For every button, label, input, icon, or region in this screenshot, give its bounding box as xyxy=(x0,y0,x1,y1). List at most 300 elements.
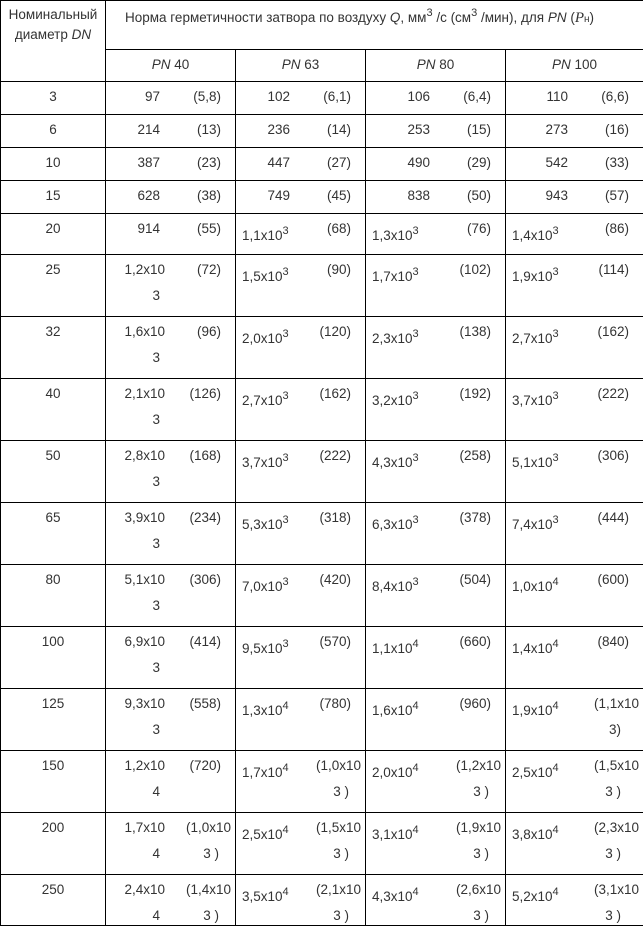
value-cell xyxy=(506,503,643,565)
value-cell xyxy=(106,82,236,115)
value-cell xyxy=(106,115,236,148)
exponent-wrap: 3 xyxy=(152,288,160,303)
table-row xyxy=(1,214,643,255)
value-cell xyxy=(366,214,506,255)
leak-value-alt: (318) xyxy=(319,510,351,525)
table-row xyxy=(1,148,643,181)
mantissa: 3,2x10 xyxy=(372,393,413,408)
leak-value: 102 xyxy=(267,89,290,104)
mantissa: 2,5x10 xyxy=(242,827,283,842)
value-cell xyxy=(506,255,643,317)
value-cell xyxy=(106,565,236,627)
leak-value-alt: (2,1x10 xyxy=(316,882,361,897)
leak-value-alt-wrap: 3 ) xyxy=(605,908,621,923)
value-cell xyxy=(236,441,366,503)
value-cell xyxy=(366,115,506,148)
leak-value-alt-wrap: 3 ) xyxy=(333,846,349,861)
exponent: 3 xyxy=(283,225,289,237)
mantissa: 1,0x10 xyxy=(512,579,553,594)
value-cell xyxy=(366,565,506,627)
value-cell xyxy=(236,689,366,751)
leak-value xyxy=(242,703,289,718)
leak-value-alt: (5,8) xyxy=(193,89,221,104)
exponent: 3 xyxy=(413,266,419,278)
leak-value-alt: (1,2x10 xyxy=(456,758,501,773)
leak-value: 214 xyxy=(137,122,160,137)
leak-value-alt: (192) xyxy=(459,386,491,401)
value-cell xyxy=(106,689,236,751)
mantissa: 6,9x10 xyxy=(124,634,165,649)
leak-value xyxy=(512,827,559,842)
leak-value xyxy=(242,228,289,243)
value-cell xyxy=(106,317,236,379)
leak-value-alt: (15) xyxy=(467,122,491,137)
value-cell xyxy=(506,82,643,115)
dn-label-line2: диаметр xyxy=(15,27,68,42)
dn-cell: 10 xyxy=(1,148,106,181)
leak-value: 749 xyxy=(267,188,290,203)
mantissa: 9,3x10 xyxy=(124,696,165,711)
table-row xyxy=(1,379,643,441)
exponent: 4 xyxy=(553,824,559,836)
leak-value: 110 xyxy=(547,89,569,104)
exponent: 3 xyxy=(553,328,559,340)
leak-value-alt: (14) xyxy=(327,122,351,137)
value-cell xyxy=(366,181,506,214)
exponent: 3 xyxy=(553,452,559,464)
exponent: 3 xyxy=(553,266,559,278)
mantissa: 1,6x10 xyxy=(372,703,413,718)
leak-value-alt: (570) xyxy=(319,634,351,649)
leak-value-alt: (1,0x10 xyxy=(316,758,361,773)
leak-value xyxy=(372,703,419,718)
exponent: 4 xyxy=(413,638,419,650)
leak-value-alt: (1,9x10 xyxy=(456,820,501,835)
leak-value: 447 xyxy=(267,155,290,170)
leak-value-alt: (2,6x10 xyxy=(456,882,501,897)
leak-value-alt: (720) xyxy=(189,758,221,773)
dn-cell: 6 xyxy=(1,115,106,148)
leak-value-alt-wrap: 3 ) xyxy=(333,908,349,923)
exponent: 4 xyxy=(553,700,559,712)
value-cell xyxy=(506,441,643,503)
value-cell xyxy=(506,751,643,813)
header-pn-63: PN 63 xyxy=(236,50,366,82)
exponent-wrap: 3 xyxy=(152,536,160,551)
leak-value-alt: (420) xyxy=(319,572,351,587)
leak-value-alt-wrap: 3 ) xyxy=(473,784,489,799)
leak-value-alt-wrap: 3 ) xyxy=(203,908,219,923)
leak-value-alt: (168) xyxy=(189,448,221,463)
table-row xyxy=(1,627,643,689)
exponent: 4 xyxy=(283,762,289,774)
exponent: 4 xyxy=(553,576,559,588)
leak-value-alt: (780) xyxy=(319,696,351,711)
dn-cell: 40 xyxy=(1,379,106,441)
leak-value xyxy=(512,331,559,346)
value-cell xyxy=(366,503,506,565)
mantissa: 5,1x10 xyxy=(512,455,553,470)
mantissa: 1,3x10 xyxy=(372,228,413,243)
leak-value xyxy=(372,765,419,780)
leak-value xyxy=(372,517,419,532)
mantissa: 6,3x10 xyxy=(372,517,413,532)
table-row xyxy=(1,565,643,627)
dn-label-line1: Номинальный xyxy=(9,7,98,22)
value-cell xyxy=(236,148,366,181)
value-cell xyxy=(506,627,643,689)
leak-value xyxy=(512,517,559,532)
leak-value-alt: (444) xyxy=(598,510,630,525)
value-cell xyxy=(506,379,643,441)
leak-value xyxy=(372,331,419,346)
header-nominal-diameter xyxy=(1,1,106,82)
dn-cell: 20 xyxy=(1,214,106,255)
leak-value-alt-wrap: 3 ) xyxy=(473,846,489,861)
leak-value-alt: (57) xyxy=(605,188,629,203)
value-cell xyxy=(506,689,643,751)
mantissa: 1,7x10 xyxy=(242,765,283,780)
leak-value-alt-wrap: 3 ) xyxy=(605,784,621,799)
leak-value xyxy=(372,579,419,594)
leak-value xyxy=(372,393,419,408)
exponent: 3 xyxy=(553,225,559,237)
leak-value xyxy=(372,889,419,904)
value-cell xyxy=(106,813,236,875)
exponent: 4 xyxy=(413,762,419,774)
leak-value-alt: (114) xyxy=(599,262,630,277)
leak-value xyxy=(242,827,289,842)
leak-value-alt-wrap: 3 ) xyxy=(333,784,349,799)
value-cell xyxy=(506,148,643,181)
table-body xyxy=(1,1,643,926)
leak-value-alt: (600) xyxy=(598,572,630,587)
exponent: 3 xyxy=(283,390,289,402)
exponent: 3 xyxy=(413,328,419,340)
leak-value-alt: (120) xyxy=(319,324,351,339)
leak-value xyxy=(242,269,289,284)
leak-value-alt: (16) xyxy=(605,122,629,137)
leak-value xyxy=(512,269,559,284)
leak-value-alt: (234) xyxy=(189,510,221,525)
mantissa: 2,0x10 xyxy=(372,765,413,780)
leak-value-alt: (33) xyxy=(605,155,629,170)
table-row xyxy=(1,82,643,115)
leak-value-alt: (1,5x10 xyxy=(594,758,639,773)
leak-value xyxy=(242,579,289,594)
leak-value: 106 xyxy=(407,89,430,104)
leak-value-alt: (960) xyxy=(459,696,491,711)
exponent: 4 xyxy=(413,700,419,712)
leak-value-alt: (126) xyxy=(189,386,221,401)
dn-cell: 65 xyxy=(1,503,106,565)
value-cell xyxy=(106,379,236,441)
leak-value-alt: (162) xyxy=(319,386,351,401)
value-cell xyxy=(366,82,506,115)
leak-value-alt: (2,3x10 xyxy=(594,820,639,835)
leak-value xyxy=(242,331,289,346)
exponent: 3 xyxy=(413,576,419,588)
leak-value-alt: (378) xyxy=(459,510,491,525)
mantissa: 1,9x10 xyxy=(512,703,553,718)
mantissa: 1,2x10 xyxy=(124,262,165,277)
dn-cell: 25 xyxy=(1,255,106,317)
value-cell xyxy=(106,255,236,317)
value-cell xyxy=(236,115,366,148)
leak-value: 273 xyxy=(546,122,569,137)
leak-value: 97 xyxy=(145,89,160,104)
leak-value-alt: (23) xyxy=(197,155,221,170)
mantissa: 1,4x10 xyxy=(512,641,553,656)
table-row xyxy=(1,689,643,751)
leak-value xyxy=(372,228,419,243)
leak-value-alt-wrap: 3 ) xyxy=(473,908,489,923)
leak-value-alt: (558) xyxy=(189,696,221,711)
table-row xyxy=(1,255,643,317)
leak-value-alt: (660) xyxy=(459,634,491,649)
leak-value-alt-wrap: 3 ) xyxy=(203,846,219,861)
mantissa: 1,3x10 xyxy=(242,703,283,718)
leak-value xyxy=(372,827,419,842)
mantissa: 9,5x10 xyxy=(242,641,283,656)
leak-value: 236 xyxy=(267,122,290,137)
leak-value-alt: (13) xyxy=(197,122,221,137)
value-cell xyxy=(366,441,506,503)
value-cell xyxy=(366,317,506,379)
value-cell xyxy=(236,875,366,926)
leak-value: 490 xyxy=(407,155,430,170)
leak-value: 542 xyxy=(546,155,569,170)
mantissa: 5,3x10 xyxy=(242,517,283,532)
header-norm: Норма герметичности затвора по воздуху Q, $мм^3$ /с ($см^3$ /мин), для PN (Pн) xyxy=(106,1,643,50)
value-cell xyxy=(236,214,366,255)
leak-value: 943 xyxy=(546,188,569,203)
exponent-wrap: 3 xyxy=(152,350,160,365)
leak-value-alt: (258) xyxy=(459,448,491,463)
value-cell xyxy=(366,255,506,317)
table-row xyxy=(1,503,643,565)
exponent-wrap: 3 xyxy=(152,660,160,675)
exponent: 4 xyxy=(553,638,559,650)
header-row-1 xyxy=(1,1,643,50)
exponent-wrap: 3 xyxy=(152,412,160,427)
leak-value xyxy=(242,393,289,408)
leak-value-alt: (27) xyxy=(327,155,351,170)
dn-cell: 3 xyxy=(1,82,106,115)
exponent: 3 xyxy=(413,514,419,526)
leak-value xyxy=(512,641,559,656)
mantissa: 3,9x10 xyxy=(124,510,165,525)
mantissa: 2,7x10 xyxy=(512,331,553,346)
leak-value-alt: (3,1x10 xyxy=(594,882,639,897)
dn-cell: 125 xyxy=(1,689,106,751)
value-cell xyxy=(506,214,643,255)
exponent-wrap: 4 xyxy=(152,784,160,799)
value-cell xyxy=(236,813,366,875)
leak-value-alt: (1,1x10 xyxy=(594,696,639,711)
mantissa: 5,2x10 xyxy=(512,889,553,904)
mantissa: 1,4x10 xyxy=(512,228,553,243)
mantissa: 2,1x10 xyxy=(124,386,165,401)
leak-value-alt: (1,4x10 xyxy=(186,882,231,897)
mantissa: 3,8x10 xyxy=(512,827,553,842)
dn-label-italic: DN xyxy=(72,27,92,42)
leak-value xyxy=(242,889,289,904)
leak-value xyxy=(242,455,289,470)
value-cell xyxy=(506,813,643,875)
leak-value xyxy=(512,703,559,718)
mantissa: 5,1x10 xyxy=(124,572,165,587)
mantissa: 1,6x10 xyxy=(124,324,165,339)
leak-value xyxy=(242,765,289,780)
exponent: 3 xyxy=(553,390,559,402)
exponent: 4 xyxy=(283,886,289,898)
mantissa: 2,4x10 xyxy=(124,882,165,897)
value-cell xyxy=(236,379,366,441)
leak-value-alt: (306) xyxy=(189,572,221,587)
value-cell xyxy=(366,627,506,689)
exponent-wrap: 3 xyxy=(152,474,160,489)
dn-cell: 80 xyxy=(1,565,106,627)
leak-value xyxy=(512,455,559,470)
value-cell xyxy=(366,689,506,751)
leak-value-alt: (1,5x10 xyxy=(316,820,361,835)
mantissa: 2,8x10 xyxy=(124,448,165,463)
value-cell xyxy=(506,181,643,214)
leak-value xyxy=(242,641,289,656)
leak-value xyxy=(372,455,419,470)
dn-cell: 32 xyxy=(1,317,106,379)
leak-value-alt: (306) xyxy=(598,448,630,463)
value-cell xyxy=(236,503,366,565)
exponent: 3 xyxy=(283,266,289,278)
mantissa: 1,7x10 xyxy=(124,820,165,835)
leak-value: 253 xyxy=(407,122,430,137)
exponent: 3 xyxy=(553,514,559,526)
exponent: 4 xyxy=(413,824,419,836)
mantissa: 3,7x10 xyxy=(512,393,553,408)
leak-value-alt: (55) xyxy=(197,221,221,236)
leak-value-alt: (86) xyxy=(605,221,629,236)
value-cell xyxy=(236,317,366,379)
dn-cell: 150 xyxy=(1,751,106,813)
exponent: 3 xyxy=(283,452,289,464)
dn-cell: 250 xyxy=(1,875,106,926)
leak-value: 628 xyxy=(137,188,160,203)
exponent: 3 xyxy=(413,452,419,464)
dn-cell: 100 xyxy=(1,627,106,689)
header-pn-40: PN 40 xyxy=(106,50,236,82)
value-cell xyxy=(236,565,366,627)
exponent: 4 xyxy=(553,886,559,898)
leak-value xyxy=(372,641,419,656)
leak-value-alt: (38) xyxy=(197,188,221,203)
header-pn-100: PN 100 xyxy=(506,50,643,82)
leak-value-alt-wrap: 3) xyxy=(609,722,621,737)
value-cell xyxy=(236,751,366,813)
mantissa: 1,1x10 xyxy=(242,228,283,243)
mantissa: 1,2x10 xyxy=(124,758,165,773)
mantissa: 1,9x10 xyxy=(512,269,553,284)
dn-cell: 50 xyxy=(1,441,106,503)
value-cell xyxy=(106,875,236,926)
leak-value-alt: (6,4) xyxy=(463,89,491,104)
leak-value-alt: (222) xyxy=(319,448,351,463)
leak-value-alt: (102) xyxy=(459,262,491,277)
exponent: 3 xyxy=(413,390,419,402)
table-row xyxy=(1,813,643,875)
value-cell xyxy=(106,441,236,503)
exponent: 3 xyxy=(283,576,289,588)
table-row xyxy=(1,181,643,214)
leak-value-alt: (72) xyxy=(197,262,221,277)
value-cell xyxy=(106,751,236,813)
leak-value xyxy=(372,269,419,284)
leak-value-alt: (840) xyxy=(598,634,630,649)
value-cell xyxy=(506,317,643,379)
value-cell xyxy=(106,627,236,689)
value-cell xyxy=(236,255,366,317)
value-cell xyxy=(236,82,366,115)
mantissa: 3,5x10 xyxy=(242,889,283,904)
value-cell xyxy=(236,181,366,214)
value-cell xyxy=(106,148,236,181)
leak-value-alt-wrap: 3 ) xyxy=(605,846,621,861)
value-cell xyxy=(366,813,506,875)
mantissa: 8,4x10 xyxy=(372,579,413,594)
leak-value: 838 xyxy=(407,188,430,203)
leak-value-alt: (96) xyxy=(197,324,221,339)
mantissa: 1,7x10 xyxy=(372,269,413,284)
leak-value-alt: (45) xyxy=(327,188,351,203)
value-cell xyxy=(506,875,643,926)
leak-value-alt: (6,6) xyxy=(601,89,629,104)
exponent-wrap: 4 xyxy=(152,908,160,923)
mantissa: 2,5x10 xyxy=(512,765,553,780)
leak-value-alt: (6,1) xyxy=(323,89,351,104)
value-cell xyxy=(366,148,506,181)
exponent: 4 xyxy=(283,824,289,836)
value-cell xyxy=(366,751,506,813)
exponent-wrap: 3 xyxy=(152,598,160,613)
leak-value: 914 xyxy=(137,221,160,236)
mantissa: 1,1x10 xyxy=(372,641,413,656)
mantissa: 7,4x10 xyxy=(512,517,553,532)
table-row xyxy=(1,317,643,379)
value-cell xyxy=(106,214,236,255)
leak-value xyxy=(512,228,559,243)
header-pn-80: PN 80 xyxy=(366,50,506,82)
table-row xyxy=(1,441,643,503)
mantissa: 3,1x10 xyxy=(372,827,413,842)
leak-value-alt: (90) xyxy=(327,262,351,277)
value-cell xyxy=(366,875,506,926)
mantissa: 2,7x10 xyxy=(242,393,283,408)
exponent: 4 xyxy=(553,762,559,774)
mantissa: 2,3x10 xyxy=(372,331,413,346)
leak-value: 387 xyxy=(137,155,160,170)
leak-value xyxy=(512,393,559,408)
table-row xyxy=(1,875,643,926)
leak-value-alt: (76) xyxy=(467,221,491,236)
table-row xyxy=(1,115,643,148)
exponent: 3 xyxy=(283,638,289,650)
leak-value xyxy=(242,517,289,532)
leak-value-alt: (414) xyxy=(189,634,221,649)
value-cell xyxy=(506,115,643,148)
value-cell xyxy=(506,565,643,627)
exponent: 3 xyxy=(413,225,419,237)
